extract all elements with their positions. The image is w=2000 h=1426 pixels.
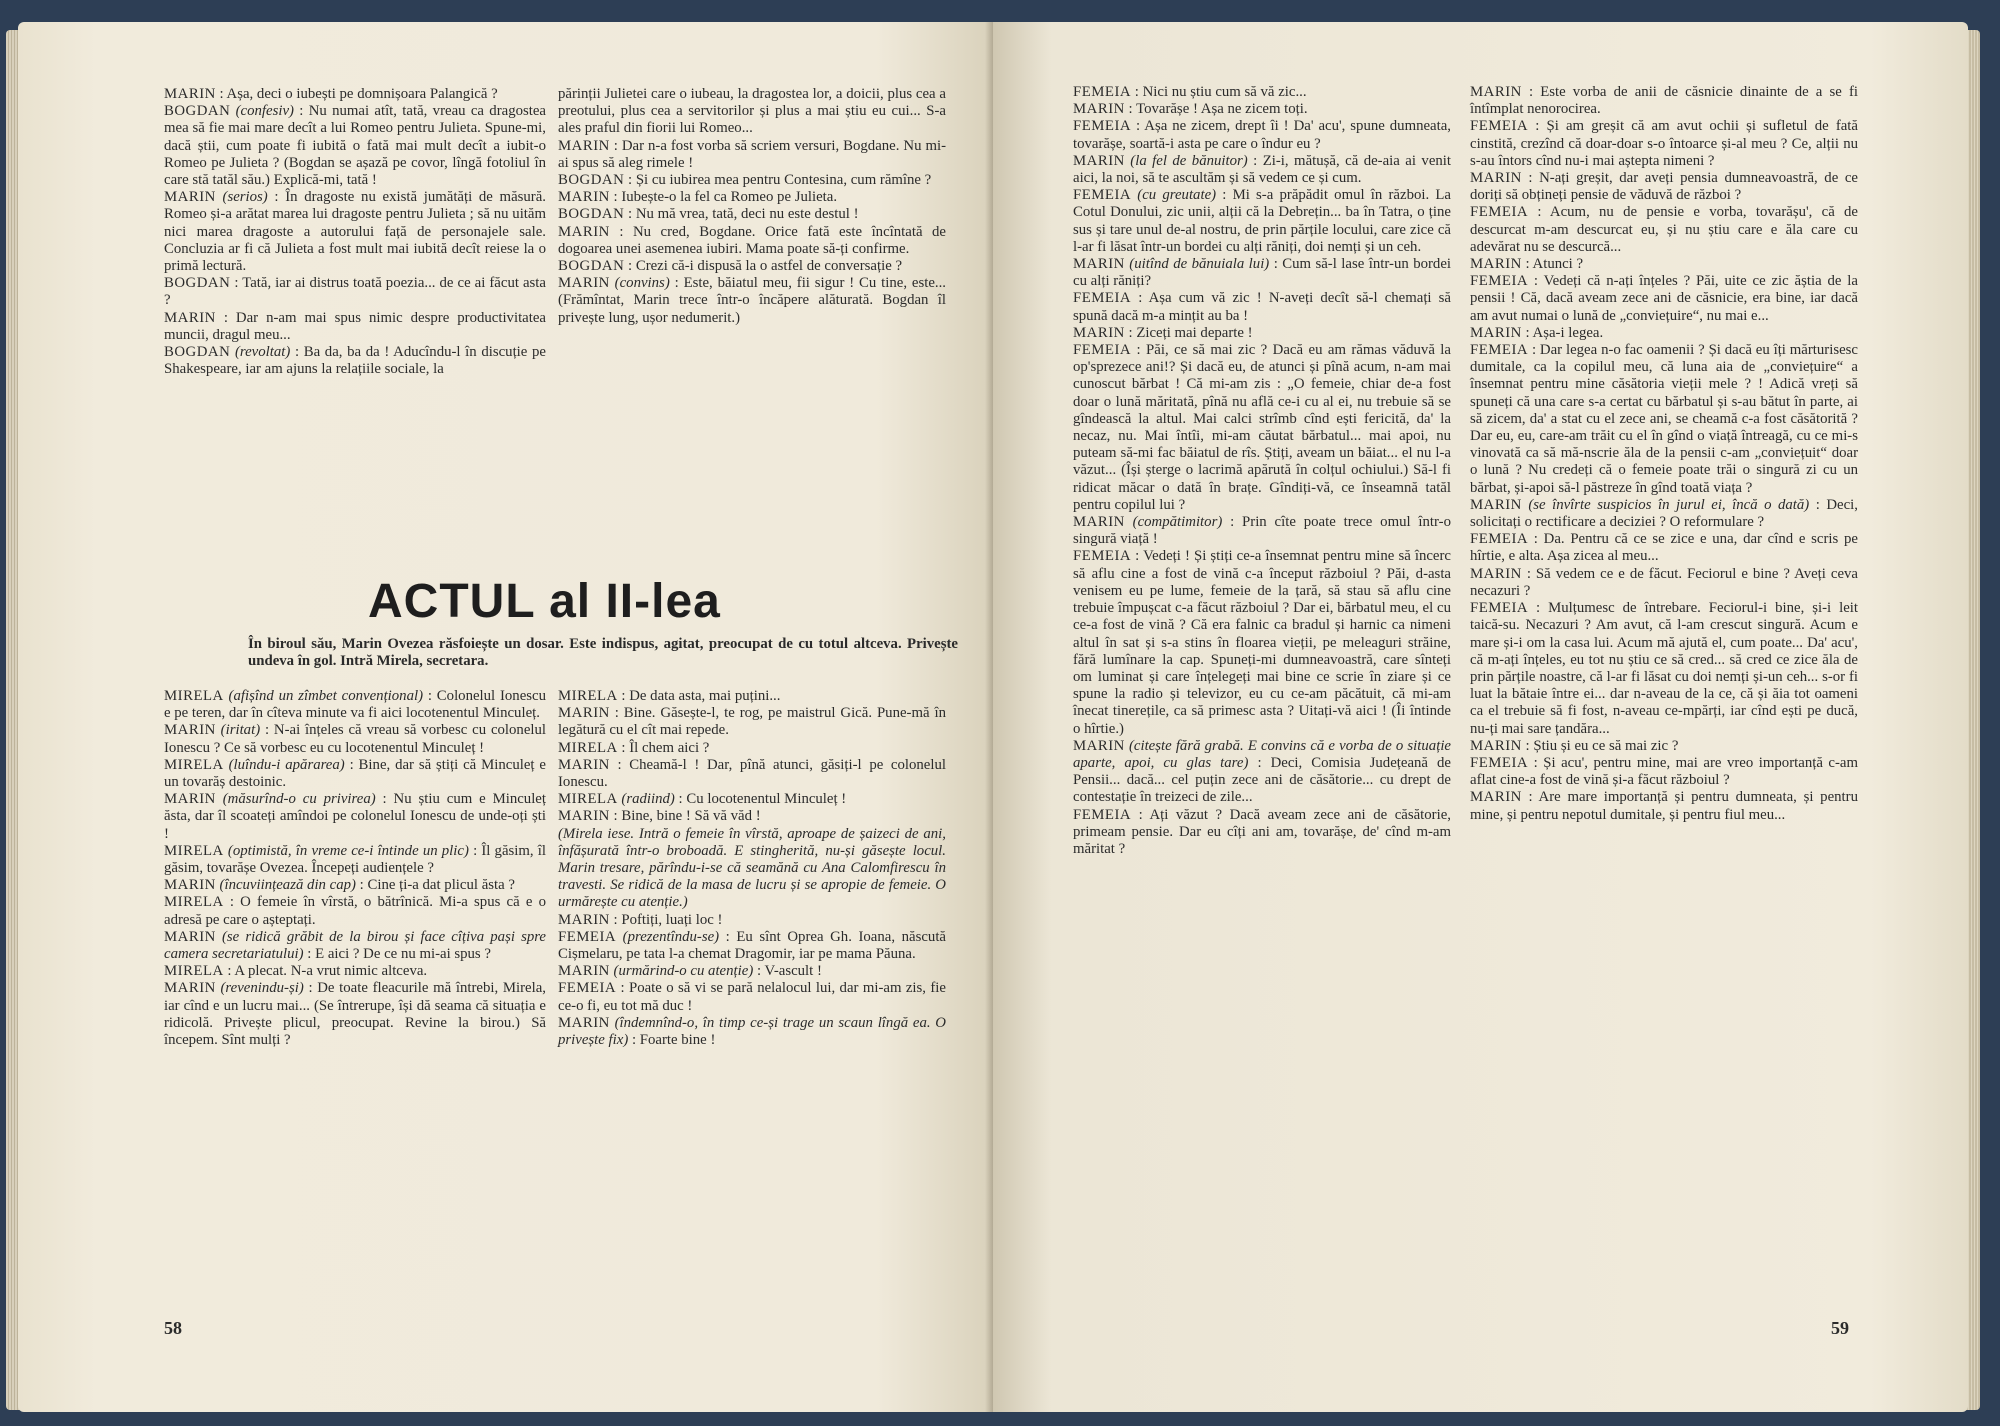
line-text: : Și acu', pentru mine, mai are vreo importanță c-am aflat cine-a fost de vină și-a făcut războiul ? — [1470, 754, 1858, 789]
line-text: : Este, băiatul meu, fii sigur ! Cu tine, este... (Frămîntat, Marin trece într-o încăpere alăturată. Bogdan îl privește lung, ușor nedumerit.) — [558, 275, 946, 326]
dialogue-line — [164, 843, 546, 877]
line-text: : Știu și eu ce să mai zic ? — [1521, 737, 1679, 754]
line-text: : Deci, solicitați o rectificare a deciziei ? O reformulare ? — [1470, 496, 1858, 531]
speaker-name: MARIN — [1470, 565, 1522, 582]
right-page — [993, 22, 1968, 1412]
speaker-name: BOGDAN — [164, 275, 231, 292]
speaker-name: MARIN — [164, 189, 216, 206]
dialogue-line — [558, 1015, 946, 1049]
dialogue-line — [164, 189, 546, 275]
dialogue-line — [164, 894, 546, 928]
speaker-name: FEMEIA — [1470, 754, 1529, 771]
act-stage-intro: În biroul său, Marin Ovezea răsfoiește un dosar. Este indispus, agitat, preocupat de cu totul altceva. Privește undeva în gol. Intră Mirela, secretara. — [248, 636, 958, 669]
dialogue-line — [1073, 118, 1451, 152]
dialogue-line — [164, 929, 546, 963]
line-text: părinții Julietei care o iubeau, la dragostea lor, a doicii, plus cea a preotului, plus cea a servitorilor și plus a mai știu eu cui... S-a ales praful din fiorii lui Romeo... — [558, 86, 946, 137]
line-text: : Da. Pentru că ce se zice e una, dar cînd e scris pe hîrtie, e alta. Așa zicea al meu... — [1470, 531, 1858, 565]
speaker-name: MIRELA — [164, 688, 224, 704]
stage-direction-inline: (citește fără grabă. E convins că e vorba de o situație aparte, apoi, cu glas tare) — [1073, 737, 1451, 771]
line-text: : V-ascult ! — [753, 963, 822, 980]
speaker-name: MARIN — [1470, 84, 1522, 100]
dialogue-line — [558, 963, 946, 980]
line-text: : Deci, Comisia Județeană de Pensii... dacă... cel puțin zece ani de căsătorie... cu drept de contestație în treizeci de zile... — [1073, 754, 1452, 806]
line-text: : Vedeți că n-ați înțeles ? Păi, uite ce zic ăștia de la pensii ! Că, dacă aveam zece ani de căsnicie, era bine, iar dacă am avut numai o lună de „conviețuire“, nu mai e... — [1470, 273, 1858, 324]
dialogue-line — [1073, 514, 1451, 548]
dialogue-line — [1073, 548, 1451, 737]
line-text: : Are mare importanță și pentru dumneata, și pentru mine, și pentru nepotul dumitale, și pentru fiul meu... — [1470, 789, 1858, 823]
speaker-name: FEMEIA — [558, 980, 617, 997]
speaker-name: FEMEIA — [1073, 290, 1132, 307]
stage-direction-inline: (luîndu-i apărarea) — [223, 756, 345, 773]
speaker-name: FEMEIA — [1470, 600, 1529, 617]
stage-direction-inline: (se învîrte suspicios în jurul ei, încă o dată) — [1521, 496, 1810, 513]
stage-direction-inline: (convins) — [609, 275, 670, 292]
dialogue-line — [558, 980, 946, 1014]
speaker-name: MARIN — [558, 189, 610, 206]
dialogue-line — [1470, 325, 1858, 342]
speaker-name: MARIN — [164, 722, 216, 739]
stage-direction-inline: (serios) — [215, 189, 268, 206]
dialogue-line — [558, 740, 946, 757]
speaker-name: MARIN — [558, 963, 610, 980]
speaker-name: MARIN — [164, 928, 216, 945]
line-text: : Bine. Găsește-l, te rog, pe maistrul Gică. Pune-mă în legătură cu el cît mai repede. — [558, 705, 946, 739]
dialogue-line — [558, 138, 946, 172]
speaker-name: MIRELA — [164, 842, 224, 859]
speaker-name: BOGDAN — [558, 258, 625, 275]
dialogue-line — [1073, 84, 1451, 101]
line-text: : Acum, nu de pensie e vorba, tovarășu', că de descurcat m-am descurcat eu, și nu știu care e ăla care cu adevărat nu se descurcă... — [1470, 204, 1858, 255]
dialogue-line — [1470, 566, 1858, 600]
speaker-name: MARIN — [1073, 152, 1125, 169]
dialogue-line — [164, 963, 546, 980]
speaker-name: MIRELA — [558, 688, 618, 704]
dialogue-line — [558, 791, 946, 808]
act-title: ACTUL al II-lea — [368, 575, 721, 628]
speaker-name: FEMEIA — [1470, 342, 1529, 359]
speaker-name: MARIN — [164, 86, 216, 102]
line-text: : Cum să-l lase într-un bordei cu alți răniți? — [1073, 256, 1451, 290]
dialogue-line — [1073, 101, 1451, 118]
speaker-name: BOGDAN — [558, 172, 625, 189]
line-text: : Să vedem ce e de făcut. Feciorul e bine ? Aveți ceva necazuri ? — [1470, 565, 1858, 599]
stage-direction-inline: (cu greutate) — [1131, 187, 1217, 204]
stage-direction-inline: (îndemnînd-o, în timp ce-și trage un scaun lîngă ea. O privește fix) — [558, 1014, 946, 1049]
line-text: : Nu numai atît, tată, vreau ca dragostea mea să fie mai mare decît a lui Romeo pentru Julieta. Spune-mi, dacă știi, cum poate fi iubită o fată mai mult decît a iubit-o Romeo pe Julieta ? (Bogdan se așază pe covor, lîngă fotoliul în care stă tatăl său.) Explică-mi, tată ! — [164, 103, 546, 189]
dialogue-line — [1470, 789, 1858, 823]
line-text: : Bine, dar să știți că Minculeț e un tovarăș destoinic. — [164, 756, 546, 791]
left-page — [18, 22, 993, 1412]
speaker-name: MARIN — [558, 808, 610, 825]
line-text: : Atunci ? — [1521, 256, 1584, 273]
line-text: : Prin cîte poate trece omul într-o singură viață ! — [1073, 514, 1452, 548]
stage-direction-inline: (optimistă, în vreme ce-i întinde un plic) — [223, 842, 469, 859]
dialogue-line — [558, 912, 946, 929]
speaker-name: BOGDAN — [558, 206, 625, 223]
dialogue-line — [164, 791, 546, 843]
dialogue-line — [1073, 187, 1451, 256]
dialogue-line — [1470, 84, 1858, 118]
stage-direction-inline: (urmărind-o cu atenție) — [609, 963, 754, 980]
line-text: : Eu sînt Oprea Gh. Ioana, născută Cișmelaru, pe tata l-a chemat Dragomir, iar pe mama Păuna. — [558, 928, 946, 963]
dialogue-line — [164, 688, 546, 722]
dialogue-line — [1470, 204, 1858, 256]
speaker-name: MARIN — [164, 791, 216, 808]
speaker-name: MARIN — [1470, 324, 1522, 341]
speaker-name: FEMEIA — [1470, 531, 1529, 548]
speaker-name: MARIN — [558, 756, 610, 773]
stage-direction-inline: (se ridică grăbit de la birou și face cîțiva pași spre camera secretariatului) — [164, 928, 546, 963]
line-text: : Și cu iubirea mea pentru Contesina, cum rămîne ? — [624, 172, 932, 189]
speaker-name: MARIN — [558, 1014, 610, 1031]
line-text: : Așa ne zicem, drept îi ! Da' acu', spune dumneata, tovarășe, soartă-i asta pe care o îndur eu ? — [1073, 118, 1451, 152]
line-text: : Mi s-a prăpădit omul în război. La Cotul Donului, zic unii, alții că la Debrețin... ba în Tatra, o ține sus și tare unul de-al nostru, de prin părțile locului, care zice că l-ar fi lăsat într-un bordei cu alți răniți, doi nemți și un ceh. — [1073, 187, 1451, 255]
dialogue-line — [558, 224, 946, 258]
line-text: : Nu mă vrea, tată, deci nu este destul ! — [624, 206, 859, 223]
line-text: : Dar n-a fost vorba să scriem versuri, Bogdane. Nu mi-ai spus să aleg rimele ! — [558, 137, 946, 171]
speaker-name: FEMEIA — [1073, 187, 1132, 204]
right-page-right-column — [1470, 84, 1858, 824]
speaker-name: FEMEIA — [1470, 273, 1529, 290]
speaker-name: MIRELA — [164, 756, 224, 773]
line-text: : Foarte bine ! — [628, 1032, 716, 1049]
line-text: : Cu locotenentul Minculeț ! — [674, 791, 847, 808]
dialogue-line — [164, 757, 546, 791]
speaker-name: FEMEIA — [1073, 118, 1132, 135]
stage-direction-inline: (radiind) — [617, 791, 675, 808]
stage-direction-inline: (revoltat) — [230, 344, 291, 361]
page-number-right: 59 — [1831, 1318, 1849, 1338]
page-number-left: 58 — [164, 1318, 182, 1338]
speaker-name: FEMEIA — [558, 928, 617, 945]
dialogue-line — [164, 877, 546, 894]
dialogue-line — [1470, 531, 1858, 565]
line-text: : Vedeți ! Și știți ce-a însemnat pentru mine să încerc să aflu cine a fost de vină c-a început războiul ? Păi, d-asta venisem eu pe lume, femeie de la țară, să stau să aflu cine trebuie împușcat c-a făcut războiul ? Dar ei, bărbatul meu, el cu ce-a fost de vină ? Că era falnic ca bradul și harnic ca nimeni altul în sat și s-a stins în floarea vieții, pe meleaguri străine, fără lumînare la cap. Spuneți-mi dumneavoastră, care sînteți om luminat și care înțelegeți mai bine ce scrie în ziare și ce spune la radio și televizor, eu cu ce-am păcătuit, că mi-am înecat tinerețile, ca să primesc asta ? Uitați-vă aici ! (Îi întinde o hîrtie.) — [1073, 548, 1451, 737]
right-page-left-column — [1073, 84, 1451, 858]
dialogue-line — [558, 688, 946, 705]
dialogue-line — [1470, 497, 1858, 531]
line-text: : O femeie în vîrstă, o bătrînică. Mi-a spus că e o adresă pe care o așteptați. — [164, 894, 546, 928]
speaker-name: MARIN — [1470, 789, 1522, 806]
line-text: : Nu cred, Bogdane. Orice fată este încîntată de dogoarea unei asemenea iubiri. Mama poate să-ți confirme. — [558, 223, 946, 257]
dialogue-line — [1073, 290, 1451, 324]
dialogue-line — [1470, 600, 1858, 738]
line-text: : A plecat. N-a vrut nimic altceva. — [223, 963, 428, 980]
line-text: : Păi, ce să mai zic ? Dacă eu am rămas văduvă la op'sprezece ani!? Și dacă eu, de atunci și pînă acum, n-am mai cunoscut bărbat ! Că mi-am zis : „O femeie, chiar de-a fost doar o lună măritată, pînă nu află ce-i cu al ei, nu trebuie să se gîndească la altul. Mai calci strîmb cînd ești fericită, da' la necaz, nu. Mai întîi, mi-am căutat bărbatul... mai apoi, nu puteam să-mi fac băiatul de rîs. Știți, aveam un băiat... el nu l-a văzut... (Își șterge o lacrimă apărută în colțul ochiului.) Să-l fi ridicat măcar o dată în brațe. Gîndiți-vă, ce înseamnă tatăl pentru copilul lui ? — [1073, 342, 1451, 513]
speaker-name: FEMEIA — [1073, 342, 1132, 359]
speaker-name: BOGDAN — [164, 103, 231, 120]
speaker-name: MARIN — [164, 980, 216, 997]
dialogue-line — [558, 86, 946, 138]
line-text: : Tată, iar ai distrus toată poezia... de ce ai făcut asta ? — [164, 275, 546, 309]
dialogue-line — [1073, 153, 1451, 187]
left-page-top-right-column — [558, 86, 946, 327]
line-text: : Iubește-o la fel ca Romeo pe Julieta. — [609, 189, 838, 206]
line-text: : Colonelul Ionescu e pe teren, dar în cîteva minute va fi aici locotenentul Minculeț. — [164, 688, 547, 722]
speaker-name: FEMEIA — [1470, 204, 1529, 221]
dialogue-line — [164, 275, 546, 309]
line-text: : Bine, bine ! Să vă văd ! — [609, 808, 761, 825]
line-text: : Tovarășe ! Așa ne zicem toți. — [1124, 101, 1308, 118]
dialogue-line — [1470, 170, 1858, 204]
speaker-name: MARIN — [558, 137, 610, 154]
speaker-name: MIRELA — [164, 963, 224, 980]
stage-direction-inline: (revenindu-și) — [215, 980, 304, 997]
speaker-name: MARIN — [558, 275, 610, 292]
dialogue-line — [1470, 118, 1858, 170]
dialogue-line — [1470, 755, 1858, 789]
speaker-name: MARIN — [1073, 737, 1125, 754]
line-text: : Dar legea n-o fac oamenii ? Și dacă eu îți mărturisesc dumitale, ca la copilul meu, că luna aia de „conviețuire“ a însemnat pentru mine căsătoria vieții mele ? ! Adică vreți să spuneți că una care s-a certat cu bărbatul și s-au bătut în parte, ai să zicem, da' a stat cu el zece ani, se cheamă c-a fost căsătorită ? Dar eu, eu, care-am trăit cu el în gînd o viață întreagă, cu ce mi-s vinovată ca să mă-nscrie ăla de la pensii c-am „conviețuit“ doar o lună ? Nu credeți că o femeie poate trăi o singură zi cu un bărbat, și-apoi să-l păstreze în gînd toată viața ? — [1470, 342, 1858, 496]
dialogue-line — [558, 258, 946, 275]
speaker-name: MARIN — [164, 309, 216, 326]
line-text: : Și am greșit că am avut ochii și sufletul de fată cinstită, crezînd că doar-doar s-o întoarce și-al meu ? Ce, alții nu s-au întors cînd nu-i mai aștepta nimeni ? — [1470, 118, 1858, 169]
dialogue-line — [164, 980, 546, 1049]
speaker-name: MARIN — [1073, 514, 1125, 531]
line-text: : Dar n-am mai spus nimic despre productivitatea muncii, dragul meu... — [164, 309, 546, 343]
line-text: : Așa, deci o iubești pe domnișoara Palangică ? — [215, 86, 498, 102]
line-text: : Așa cum vă zic ! N-aveți decît să-l chemați să spună dacă m-a mințit au ba ! — [1073, 290, 1451, 324]
dialogue-line — [558, 206, 946, 223]
stage-direction-inline: (la fel de bănuitor) — [1124, 152, 1248, 169]
speaker-name: MARIN — [1470, 170, 1522, 187]
speaker-name: MIRELA — [558, 739, 618, 756]
speaker-name: MARIN — [558, 223, 610, 240]
left-page-bottom-left-column — [164, 688, 546, 1049]
line-text: : Crezi că-i dispusă la o astfel de conversație ? — [624, 258, 903, 275]
dialogue-line — [1073, 325, 1451, 342]
dialogue-line — [1073, 807, 1451, 859]
line-text: : Cheamă-l ! Dar, pînă atunci, găsiți-l pe colonelul Ionescu. — [558, 756, 946, 791]
line-text: : Nu știu cum e Minculeț ăsta, dar îl scoateți amîndoi pe colonelul Ionescu de unde-oți ști ! — [164, 791, 546, 842]
dialogue-line — [1073, 256, 1451, 290]
line-text: : De toate fleacurile mă întrebi, Mirela, iar cînd e un lucru mai... (Se întrerupe, își dă seama că situația e ridicolă. Privește plicul, preocupat. Revine la birou.) Să începem. Sînt mulți ? — [164, 980, 547, 1049]
dialogue-line — [558, 172, 946, 189]
dialogue-line — [558, 929, 946, 963]
speaker-name: MARIN — [1470, 737, 1522, 754]
speaker-name: MARIN — [1470, 256, 1522, 273]
dialogue-line — [1073, 738, 1451, 807]
speaker-name: FEMEIA — [1073, 548, 1132, 565]
line-text: : N-ai înțeles că vreau să vorbesc cu colonelul Ionescu ? Ce să vorbesc eu cu locotenentul Minculeț ! — [164, 722, 547, 756]
left-page-top-left-column — [164, 86, 546, 378]
line-text: : Nici nu știu cum să vă zic... — [1131, 84, 1307, 100]
speaker-name: MARIN — [1073, 101, 1125, 118]
speaker-name: MARIN — [1073, 256, 1125, 273]
speaker-name: MARIN — [558, 705, 610, 722]
line-text: : În dragoste nu există jumătăți de măsură. Romeo și-a arătat marea lui dragoste pentru Julieta ; să nu uităm nici marea dragoste a autorului față de personajele sale. Concluzia ar fi că Julieta a fost mult mai iubită decît reiese la o primă lectură. — [164, 189, 546, 275]
line-text: : Îl chem aici ? — [617, 739, 710, 756]
line-text: : E aici ? De ce nu mi-ai spus ? — [303, 946, 491, 963]
dialogue-line — [164, 722, 546, 756]
line-text: : Ați văzut ? Dacă aveam zece ani de căsătorie, primeam pensie. Dar eu cîți ani am, tovarășe, de' cînd m-am măritat ? — [1073, 806, 1451, 857]
speaker-name: MARIN — [1073, 324, 1125, 341]
left-page-bottom-right-column — [558, 688, 946, 1049]
speaker-name: MARIN — [1470, 496, 1522, 513]
dialogue-line — [1470, 738, 1858, 755]
line-text: : Cine ți-a dat plicul ăsta ? — [355, 877, 515, 894]
stage-direction-inline: (afișînd un zîmbet convențional) — [223, 688, 424, 704]
line-text: : Așa-i legea. — [1521, 324, 1604, 341]
dialogue-line — [558, 705, 946, 739]
line-text: : Mulțumesc de întrebare. Feciorul-i bine, și-i leit taică-su. Necazuri ? Am avut, că l-am crescut singură. Acum e mare și-i om la casa lui. Acum mă ajută el, cum poate... Da' acu', că m-ați înțeles, eu tot nu știu ce să cred... să cred ce zice ăla de prin părțile noastre, că l-ar fi lăsat cu doi nemți și-un ceh... s-or fi luat la bătaie între ei... dar n-aveau de la ce, că și ăia tot oameni ca el trebuie să fi fost, n-aveau ce-mpărți, iar cînd ești pe ducă, nu-ți mai sare țandăra... — [1470, 600, 1858, 737]
line-text: : Zi-i, mătușă, că de-aia ai venit aici, la noi, să te ascultăm și să vedem ce și cum. — [1073, 152, 1452, 187]
dialogue-line — [1470, 256, 1858, 273]
speaker-name: MARIN — [164, 877, 216, 894]
dialogue-line — [558, 189, 946, 206]
stage-direction-inline: (compătimitor) — [1124, 514, 1223, 531]
dialogue-line — [558, 757, 946, 791]
dialogue-line — [1470, 342, 1858, 497]
line-text: : De data asta, mai puțini... — [617, 688, 781, 704]
stage-direction-inline: (prezentîndu-se) — [616, 928, 720, 945]
speaker-name: BOGDAN — [164, 344, 231, 361]
line-text: : Poate o să vi se pară nelalocul lui, dar mi-am zis, fie ce-o fi, eu tot mă duc ! — [558, 980, 946, 1014]
line-text: : Este vorba de anii de căsnicie dinainte de a se fi întîmplat nenorocirea. — [1470, 84, 1858, 118]
speaker-name: MIRELA — [558, 791, 618, 808]
stage-direction-inline: (uitînd de bănuiala lui) — [1124, 256, 1270, 273]
stage-direction-inline: (măsurînd-o cu privirea) — [215, 791, 376, 808]
dialogue-line — [558, 275, 946, 327]
stage-direction-inline: (iritat) — [215, 722, 261, 739]
dialogue-line — [164, 103, 546, 189]
dialogue-line — [164, 86, 546, 103]
line-text: : Poftiți, luați loc ! — [609, 911, 723, 928]
line-text: : Ba da, ba da ! Aducîndu-l în discuție pe Shakespeare, iar am ajuns la relațiile sociale, la — [164, 344, 546, 378]
dialogue-line — [164, 310, 546, 344]
dialogue-line — [1073, 342, 1451, 514]
page-edges-right — [1966, 30, 1980, 1410]
speaker-name: FEMEIA — [1073, 84, 1132, 100]
line-text: : Îl găsim, îl găsim, tovarășe Ovezea. Începeți audiențele ? — [164, 842, 546, 877]
dialogue-line — [1470, 273, 1858, 325]
line-text: : N-ați greșit, dar aveți pensia dumneavoastră, de ce doriți să obțineți pensie de văduvă de război ? — [1470, 170, 1858, 204]
speaker-name: FEMEIA — [1073, 806, 1132, 823]
dialogue-line — [164, 344, 546, 378]
stage-direction-inline: (încuviințează din cap) — [215, 877, 356, 894]
line-text: : Ziceți mai departe ! — [1124, 324, 1253, 341]
speaker-name: MIRELA — [164, 894, 224, 911]
speaker-name: MARIN — [558, 911, 610, 928]
dialogue-line — [558, 808, 946, 825]
stage-direction: (Mirela iese. Intră o femeie în vîrstă, aproape de șaizeci de ani, înfășurată într-o broboadă. E stingherită, nu-și găsește locul. Marin tresare, părîndu-i-se că seamănă cu Ana Calomfirescu în travesti. Se ridică de la masa de lucru și se apropie de femeie. O urmărește cu atenție.) — [558, 825, 946, 911]
stage-direction-inline: (confesiv) — [230, 103, 294, 120]
speaker-name: FEMEIA — [1470, 118, 1529, 135]
